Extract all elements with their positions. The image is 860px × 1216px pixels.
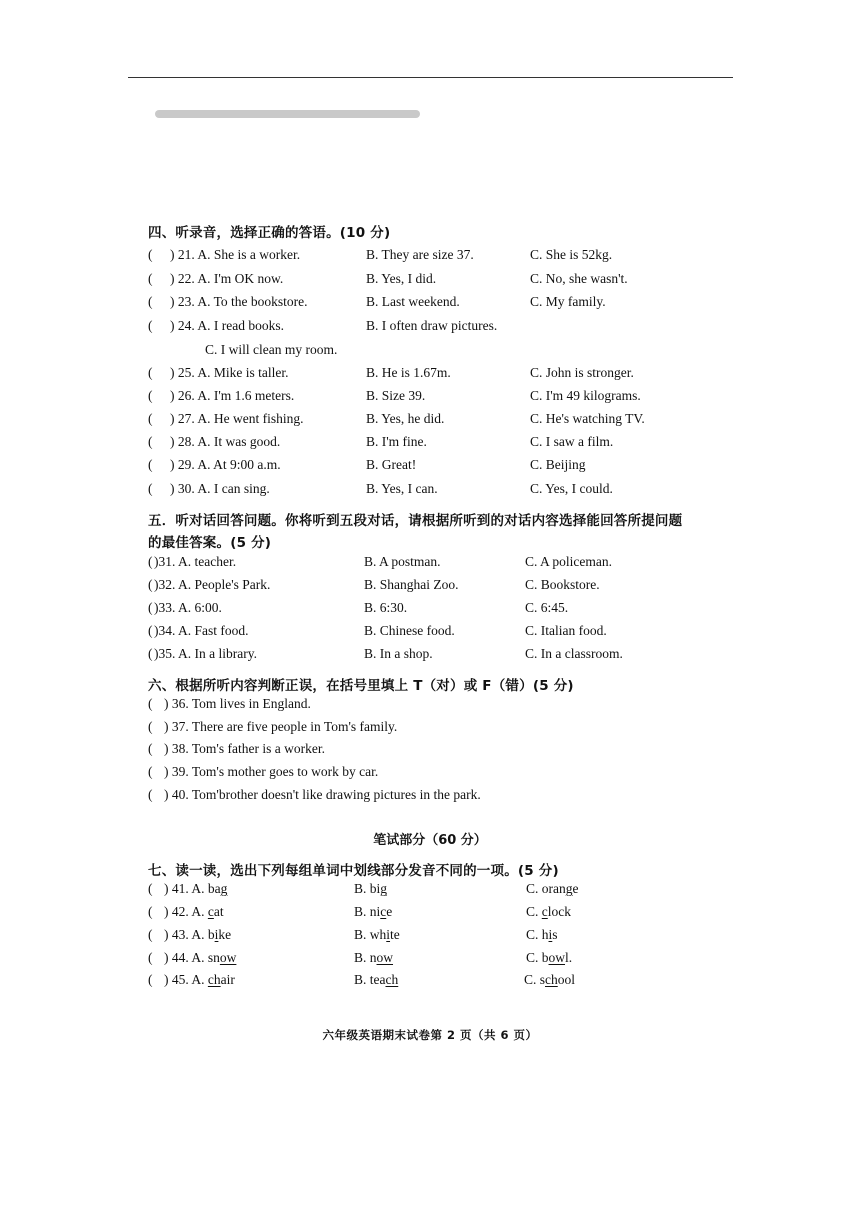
option-b: B. now — [354, 950, 394, 965]
option-b: B. Great! — [366, 457, 417, 472]
option-b: B. nice — [354, 904, 393, 919]
statement: ) 39. Tom's mother goes to work by car. — [164, 764, 379, 779]
written-part-title: 笔试部分（60 分） — [373, 833, 487, 848]
option-b: B. Chinese food. — [364, 623, 455, 638]
answer-paren[interactable]: ( — [148, 719, 153, 734]
option-b: B. Last weekend. — [366, 294, 460, 309]
answer-paren[interactable]: ( — [148, 972, 153, 987]
option-c: C. In a classroom. — [525, 646, 623, 661]
top-rule — [128, 77, 733, 78]
option-a: ) 28. A. It was good. — [170, 434, 281, 449]
option-a: ) 41. A. bag — [164, 881, 228, 896]
answer-paren[interactable]: ( — [148, 623, 153, 638]
answer-paren[interactable]: ( — [148, 411, 153, 426]
section-7-title: 七、读一读，选出下列每组单词中划线部分发音不同的一项。(5 分) — [148, 863, 559, 879]
option-c-24: C. I will clean my room. — [205, 342, 338, 357]
option-b: B. Yes, I can. — [366, 481, 438, 496]
option-c: C. Bookstore. — [525, 577, 600, 592]
option-c: C. My family. — [530, 294, 606, 309]
option-c: C. his — [526, 927, 558, 942]
option-a: )32. A. People's Park. — [154, 577, 271, 592]
option-b: B. big — [354, 881, 388, 896]
option-c: C. No, she wasn't. — [530, 271, 628, 286]
option-b: B. A postman. — [364, 554, 441, 569]
option-c: C. bowl. — [526, 950, 573, 965]
answer-paren[interactable]: ( — [148, 741, 153, 756]
statement: ) 38. Tom's father is a worker. — [164, 741, 325, 756]
option-a: ) 25. A. Mike is taller. — [170, 365, 289, 380]
answer-paren[interactable]: ( — [148, 554, 153, 569]
answer-paren[interactable]: ( — [148, 294, 153, 309]
answer-paren[interactable]: ( — [148, 927, 153, 942]
option-c: C. school — [524, 972, 576, 987]
answer-paren[interactable]: ( — [148, 457, 153, 472]
answer-paren[interactable]: ( — [148, 764, 153, 779]
statement: ) 36. Tom lives in England. — [164, 696, 311, 711]
option-c: C. John is stronger. — [530, 365, 634, 380]
answer-paren[interactable]: ( — [148, 365, 153, 380]
option-b: B. Yes, he did. — [366, 411, 445, 426]
option-b: B. I'm fine. — [366, 434, 427, 449]
answer-paren[interactable]: ( — [148, 787, 153, 802]
answer-paren[interactable]: ( — [148, 904, 153, 919]
option-a: ) 24. A. I read books. — [170, 318, 284, 333]
statement: ) 37. There are five people in Tom's family. — [164, 719, 398, 734]
option-c: C. He's watching TV. — [530, 411, 645, 426]
option-a: ) 29. A. At 9:00 a.m. — [170, 457, 281, 472]
option-a: )34. A. Fast food. — [154, 623, 249, 638]
option-a: ) 27. A. He went fishing. — [170, 411, 304, 426]
option-a: ) 30. A. I can sing. — [170, 481, 270, 496]
answer-paren[interactable]: ( — [148, 271, 153, 286]
section-5-title-line-2: 的最佳答案。(5 分) — [148, 535, 272, 551]
option-c: C. I'm 49 kilograms. — [530, 388, 641, 403]
option-b: B. Yes, I did. — [366, 271, 437, 286]
option-a: ) 42. A. cat — [164, 904, 224, 919]
option-a: ) 45. A. chair — [164, 972, 235, 987]
option-b: B. They are size 37. — [366, 247, 474, 262]
redacted-header-bar — [155, 110, 420, 118]
answer-paren[interactable]: ( — [148, 950, 153, 965]
option-a: ) 26. A. I'm 1.6 meters. — [170, 388, 295, 403]
option-a: ) 21. A. She is a worker. — [170, 247, 301, 262]
answer-paren[interactable]: ( — [148, 388, 153, 403]
option-c: C. I saw a film. — [530, 434, 614, 449]
option-b: B. Shanghai Zoo. — [364, 577, 459, 592]
option-a: )33. A. 6:00. — [154, 600, 222, 615]
option-c: C. 6:45. — [525, 600, 569, 615]
option-a: ) 43. A. bike — [164, 927, 232, 942]
option-b: B. 6:30. — [364, 600, 408, 615]
option-b: B. Size 39. — [366, 388, 426, 403]
option-c: C. Yes, I could. — [530, 481, 613, 496]
answer-paren[interactable]: ( — [148, 577, 153, 592]
section-6-title: 六、根据所听内容判断正误，在括号里填上 T（对）或 F（错）(5 分) — [148, 678, 574, 694]
option-a: ) 44. A. snow — [164, 950, 237, 965]
option-b: B. I often draw pictures. — [366, 318, 498, 333]
option-c: C. A policeman. — [525, 554, 612, 569]
option-a: ) 23. A. To the bookstore. — [170, 294, 308, 309]
page-footer: 六年级英语期末试卷第 2 页（共 6 页） — [322, 1028, 538, 1042]
option-c: C. Beijing — [530, 457, 586, 472]
option-a: )31. A. teacher. — [154, 554, 237, 569]
option-c: C. clock — [526, 904, 572, 919]
answer-paren[interactable]: ( — [148, 881, 153, 896]
option-a: ) 22. A. I'm OK now. — [170, 271, 284, 286]
section-4-title: 四、听录音，选择正确的答语。(10 分) — [148, 225, 391, 241]
option-b: B. He is 1.67m. — [366, 365, 451, 380]
answer-paren[interactable]: ( — [148, 600, 153, 615]
answer-paren[interactable]: ( — [148, 434, 153, 449]
answer-paren[interactable]: ( — [148, 696, 153, 711]
option-b: B. teach — [354, 972, 399, 987]
section-5-title-line-1: 五．听对话回答问题。你将听到五段对话，请根据所听到的对话内容选择能回答所提问题 — [148, 513, 683, 529]
answer-paren[interactable]: ( — [148, 646, 153, 661]
option-c: C. orange — [526, 881, 579, 896]
option-c: C. Italian food. — [525, 623, 607, 638]
option-c: C. She is 52kg. — [530, 247, 613, 262]
answer-paren[interactable]: ( — [148, 247, 153, 262]
statement: ) 40. Tom'brother doesn't like drawing pictures in the park. — [164, 787, 481, 802]
answer-paren[interactable]: ( — [148, 318, 153, 333]
option-b: B. In a shop. — [364, 646, 433, 661]
option-a: )35. A. In a library. — [154, 646, 257, 661]
option-b: B. white — [354, 927, 400, 942]
answer-paren[interactable]: ( — [148, 481, 153, 496]
